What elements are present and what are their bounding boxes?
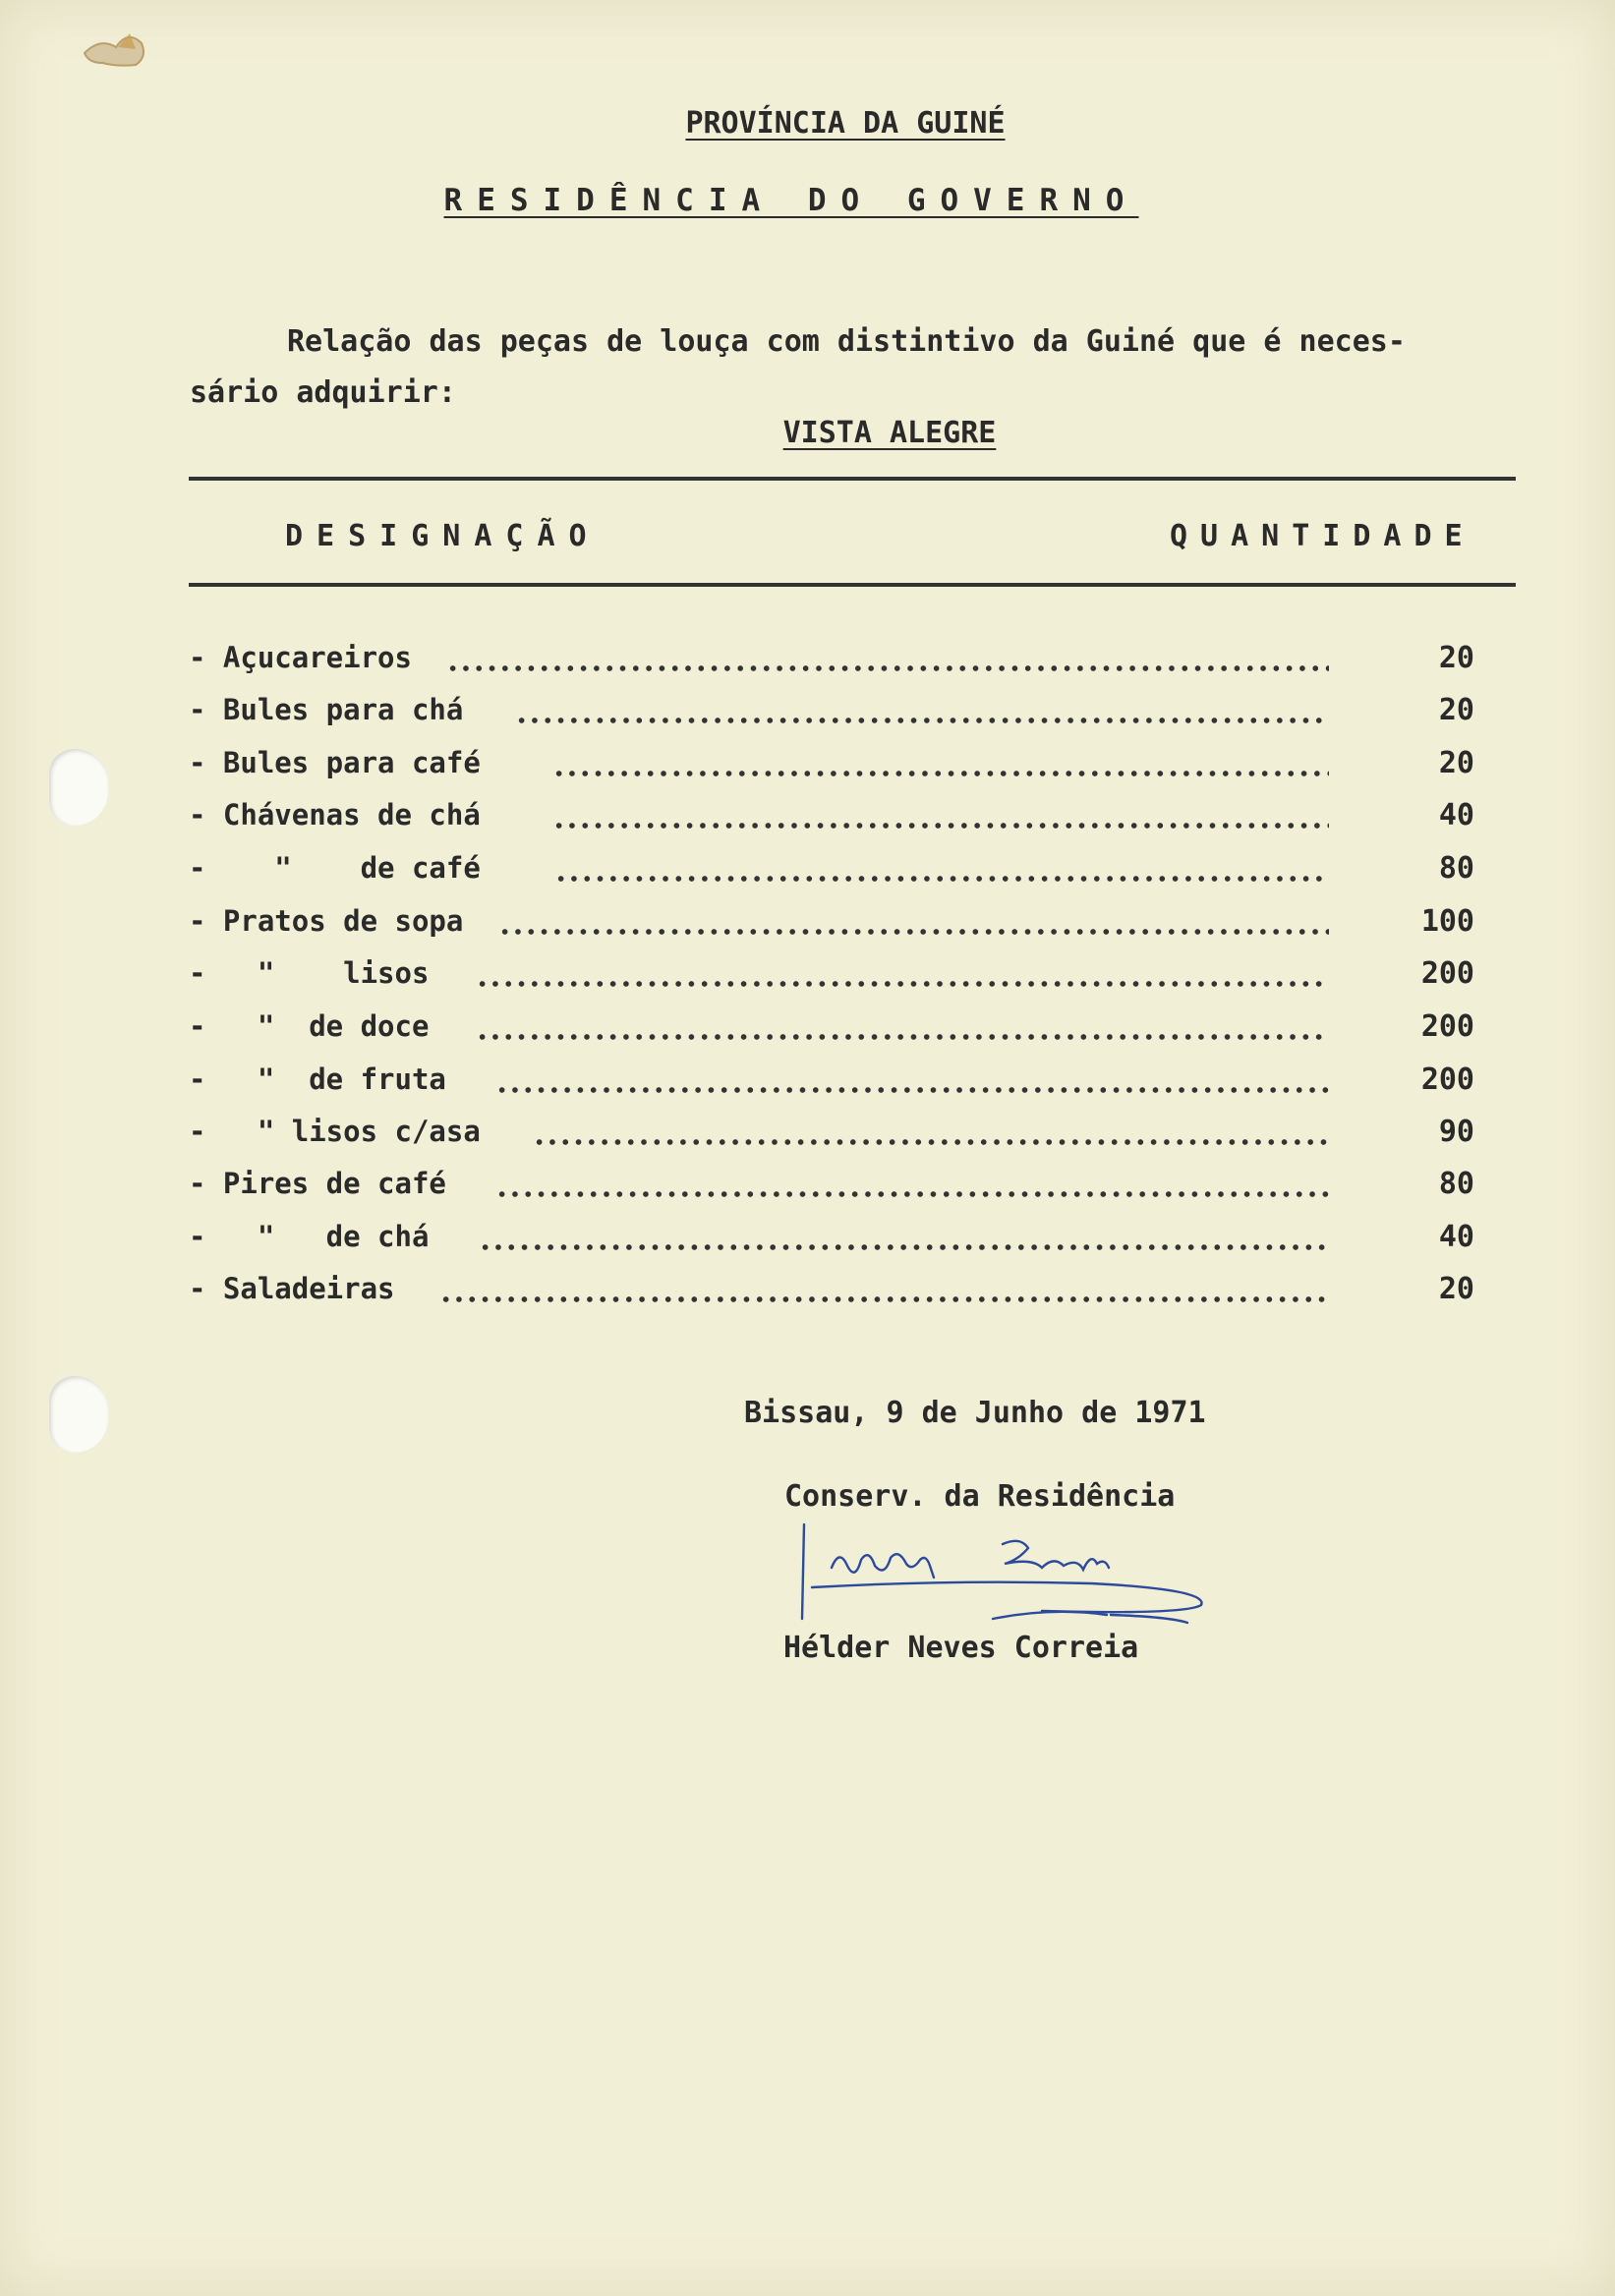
leader-dots	[552, 746, 1329, 781]
table-header-rule	[189, 583, 1516, 587]
punch-hole-top	[49, 749, 108, 826]
brand-heading: VISTA ALEGRE	[782, 416, 997, 450]
item-quantity: 200	[1420, 956, 1474, 991]
list-item	[189, 798, 1329, 837]
item-quantity: 100	[1420, 904, 1474, 939]
place-date: Bissau, 9 de Junho de 1971	[744, 1396, 1206, 1430]
item-quantity: 20	[1438, 1272, 1474, 1306]
list-item	[189, 1167, 1329, 1206]
list-item	[189, 1062, 1329, 1102]
item-designation: - Bules para café	[189, 746, 481, 779]
list-item	[189, 851, 1329, 890]
list-item	[189, 1115, 1329, 1154]
item-quantity: 20	[1438, 693, 1474, 727]
list-item	[189, 904, 1329, 944]
list-item	[189, 1220, 1329, 1259]
item-designation: - Bules para chá	[189, 693, 464, 726]
leader-dots	[446, 641, 1329, 676]
item-quantity: 40	[1438, 798, 1474, 832]
list-item	[189, 641, 1329, 680]
item-quantity: 200	[1420, 1009, 1474, 1044]
list-item	[189, 1009, 1329, 1049]
list-item	[189, 693, 1329, 732]
item-designation: - " de fruta	[189, 1062, 446, 1096]
item-designation: - Saladeiras	[189, 1272, 395, 1305]
item-designation: - Chávenas de chá	[189, 798, 481, 832]
item-quantity: 20	[1438, 746, 1474, 780]
leader-dots	[479, 1220, 1329, 1255]
item-designation: - " de café	[189, 851, 481, 885]
list-item	[189, 1272, 1329, 1311]
item-designation: - Pires de café	[189, 1167, 446, 1200]
leader-dots	[515, 693, 1329, 728]
residence-heading: RESIDÊNCIA DO GOVERNO	[443, 183, 1139, 218]
leader-dots	[476, 956, 1329, 992]
punch-hole-bottom	[49, 1376, 108, 1453]
signer-name: Hélder Neves Correia	[783, 1631, 1139, 1665]
column-header-quantity: QUANTIDADE	[1170, 519, 1475, 553]
list-item	[189, 746, 1329, 785]
item-designation: - " lisos c/asa	[189, 1115, 481, 1148]
item-quantity: 20	[1438, 641, 1474, 675]
item-quantity: 90	[1438, 1115, 1474, 1149]
leader-dots	[552, 798, 1329, 833]
item-quantity: 80	[1438, 1167, 1474, 1201]
leader-dots	[495, 1062, 1329, 1098]
signer-role: Conserv. da Residência	[784, 1479, 1176, 1514]
intro-line-1: Relação das peças de louça com distintivo da Guiné que é neces-	[287, 324, 1406, 359]
item-designation: - " de chá	[189, 1220, 430, 1253]
item-quantity: 80	[1438, 851, 1474, 886]
leader-dots	[476, 1009, 1329, 1045]
item-quantity: 200	[1420, 1062, 1474, 1097]
leader-dots	[554, 851, 1329, 887]
item-designation: - Pratos de sopa	[189, 904, 464, 938]
handwritten-signature	[796, 1509, 1229, 1636]
column-header-designation: DESIGNAÇÃO	[285, 519, 601, 553]
item-designation: - Açucareiros	[189, 641, 412, 674]
province-heading: PROVÍNCIA DA GUINÉ	[685, 106, 1006, 141]
intro-line-2: sário adquirir:	[190, 375, 456, 410]
torn-corner-mark	[79, 24, 153, 71]
leader-dots	[533, 1115, 1329, 1150]
item-designation: - " de doce	[189, 1009, 430, 1043]
item-designation: - " lisos	[189, 956, 430, 990]
list-item	[189, 956, 1329, 996]
leader-dots	[495, 1167, 1329, 1202]
item-quantity: 40	[1438, 1220, 1474, 1254]
table-top-rule	[189, 477, 1516, 481]
leader-dots	[498, 904, 1329, 940]
leader-dots	[439, 1272, 1329, 1307]
